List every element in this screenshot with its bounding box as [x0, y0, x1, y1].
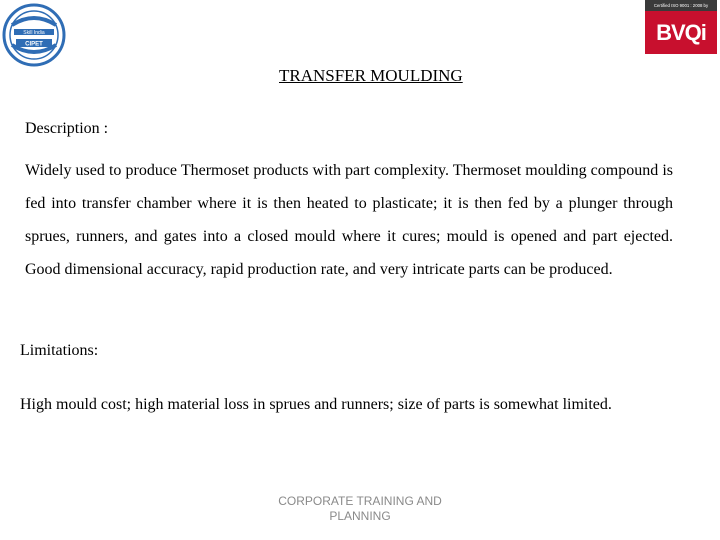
limitations-label: Limitations:: [20, 342, 99, 359]
footer-line-2: PLANNING: [329, 509, 391, 523]
bvqi-brand-text: BVQi: [656, 20, 706, 45]
page-title: TRANSFER MOULDING: [279, 66, 463, 85]
footer: [260, 494, 460, 524]
cipet-logo-icon: [2, 3, 66, 67]
cipet-logo-top-text: Skill India: [23, 30, 45, 36]
limitations-body: High mould cost; high material loss in sprues and runners; size of parts is somewhat limited.: [20, 396, 612, 413]
description-body: Widely used to produce Thermoset products with part complexity. Thermoset moulding compound is fed into transfer chamber where it is then heated to plasticate; it is then fed by a plunger through sprues, runners, and gates into a closed mould where it cures; mould is opened and part ejected. Good dimensional accuracy, rapid production rate, and very intricate parts can be produced.: [25, 162, 673, 278]
cipet-logo-graphic: [2, 3, 66, 67]
footer-line-1: CORPORATE TRAINING AND: [278, 494, 442, 508]
bvqi-certification-text: Certified ISO 9001 : 2008 by: [645, 0, 717, 11]
cipet-logo-bottom-text: CIPET: [25, 41, 43, 48]
description-label: Description :: [25, 120, 109, 137]
bvqi-logo-icon: [645, 0, 717, 54]
